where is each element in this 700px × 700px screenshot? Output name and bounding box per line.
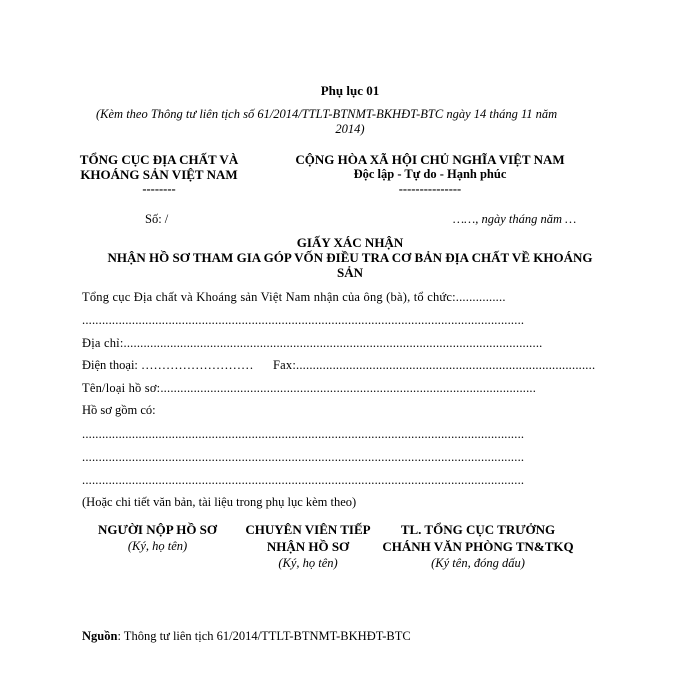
includes-dotted-line: ..................................................................................................................................... (82, 450, 525, 464)
doc-title-line2: NHẬN HỒ SƠ THAM GIA GÓP VỐN ĐIỀU TRA CƠ BẢN ĐỊA CHẤT VỀ KHOÁNG (107, 250, 593, 265)
director-signature-note: (Ký tên, đóng dấu) (431, 556, 525, 570)
source-text: : Thông tư liên tịch 61/2014/TTLT-BTNMT-BKHĐT-BTC (117, 629, 411, 643)
includes-label: Hồ sơ gồm có: (82, 403, 156, 417)
appendix-title: Phụ lục 01 (320, 83, 380, 98)
fax-line: Fax:.......................................................................................... (273, 358, 596, 372)
right-header-motto: Độc lập - Tự do - Hạnh phúc (353, 167, 507, 181)
officer-title-line2: NHẬN HỒ SƠ (266, 539, 350, 554)
source-label: Nguồn (82, 629, 118, 643)
appendix-reference-note: (Hoặc chi tiết văn bản, tài liệu trong phụ lục kèm theo) (82, 495, 357, 509)
left-header-line2: KHOÁNG SẢN VIỆT NAM (80, 167, 238, 182)
document-date: ……, ngày tháng năm … (453, 212, 577, 226)
recipient-dotted-line: ..................................................................................................................................... (82, 313, 525, 327)
address-line: Địa chỉ:.............................................................................................................................. (82, 336, 543, 350)
right-header-line1: CỘNG HÒA XÃ HỘI CHỦ NGHĨA VIỆT NAM (295, 152, 565, 167)
submitter-title: NGƯỜI NỘP HỒ SƠ (97, 522, 218, 537)
source-line (82, 629, 411, 644)
left-header-line1: TỔNG CỤC ĐỊA CHẤT VÀ (79, 152, 239, 167)
appendix-note-line2: 2014) (335, 122, 365, 136)
document-name-line: Tên/loại hồ sơ:................................................................................................................. (82, 381, 537, 395)
includes-dotted-line: ..................................................................................................................................... (82, 473, 525, 487)
director-title-line2: CHÁNH VĂN PHÒNG TN&TKQ (382, 539, 574, 554)
submitter-signature-note: (Ký, họ tên) (127, 539, 188, 553)
phone-line: Điện thoại: ……………………… (82, 358, 254, 372)
officer-title-line1: CHUYÊN VIÊN TIẾP (245, 522, 371, 537)
left-header-rule: -------- (142, 182, 176, 196)
document-number: Số: / (145, 212, 169, 226)
director-title-line1: TL. TỔNG CỤC TRƯỞNG (400, 522, 556, 537)
recipient-intro-line: Tổng cục Địa chất và Khoáng sản Việt Nam nhận của ông (bà), tổ chức:............... (82, 290, 506, 304)
doc-title-line3: SẢN (336, 265, 363, 280)
appendix-note-line1: (Kèm theo Thông tư liên tịch số 61/2014/TTLT-BTNMT-BKHĐT-BTC ngày 14 tháng 11 năm (96, 107, 558, 121)
doc-title-line1: GIẤY XÁC NHẬN (296, 235, 404, 250)
includes-dotted-line: ..................................................................................................................................... (82, 427, 525, 441)
officer-signature-note: (Ký, họ tên) (278, 556, 338, 570)
right-header-rule: --------------- (398, 182, 462, 196)
